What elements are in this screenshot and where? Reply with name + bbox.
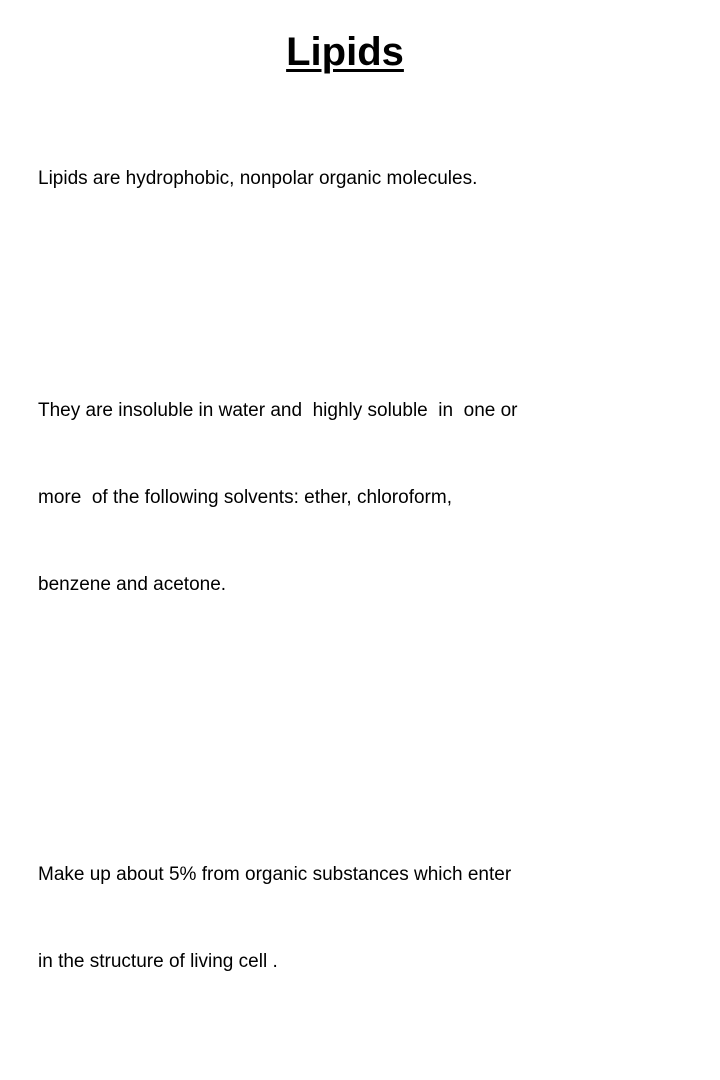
paragraph-spacer <box>38 251 618 280</box>
paragraph-solubility-line-2: more of the following solvents: ether, chloroform, <box>38 487 452 508</box>
paragraph-abundance <box>38 802 618 1034</box>
paragraph-abundance-line-2: in the structure of living cell . <box>38 951 278 972</box>
slide-body <box>38 106 618 1080</box>
paragraph-abundance-line-1: Make up about 5% from organic substances which enter <box>38 864 512 885</box>
paragraph-spacer <box>38 715 618 744</box>
paragraph-solubility-line-3: benzene and acetone. <box>38 574 227 595</box>
paragraph-solubility <box>38 338 618 657</box>
paragraph-solubility-line-1: They are insoluble in water and highly soluble in one or <box>38 400 518 421</box>
slide-title: Lipids <box>286 30 404 74</box>
paragraph-definition: Lipids are hydrophobic, nonpolar organic molecules. <box>38 168 478 189</box>
